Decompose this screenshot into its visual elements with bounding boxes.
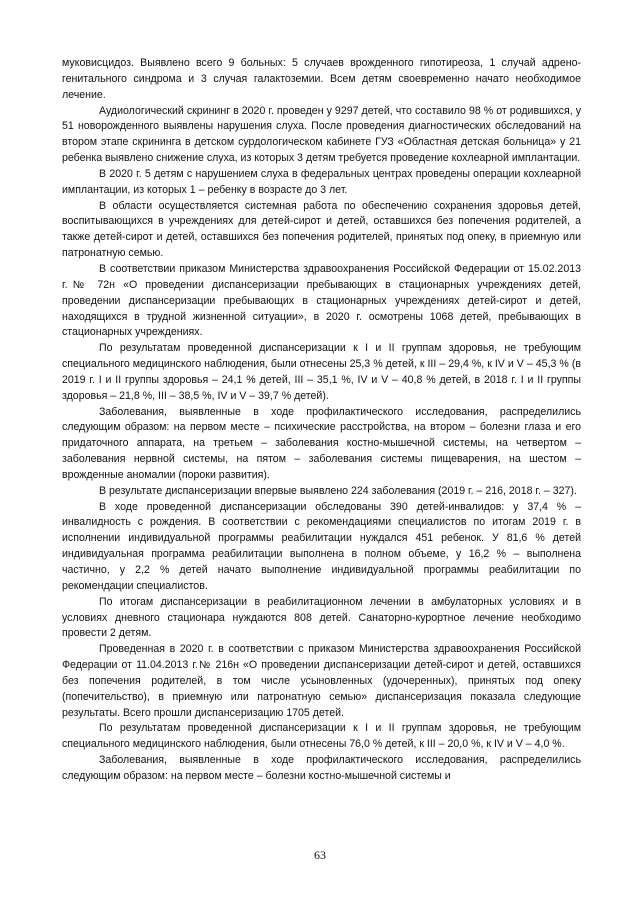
paragraph-cochlear-implantation: В 2020 г. 5 детям с нарушением слуха в федеральных центрах проведены операции кохлеарной имплантации, из которых 1 – ребенку в возрасте до 3 лет. [62, 167, 581, 196]
paragraph-new-diseases: В результате диспансеризации впервые выявлено 224 заболевания (2019 г. – 216, 2018 г. – 327). [99, 484, 577, 497]
page-body [62, 56, 581, 785]
paragraph-disabled-children: В ходе проведенной диспансеризации обследованы 390 детей-инвалидов: у 37,4 % – инвалидность с рождения. В соответствии с рекомендациями специалистов по итогам 2019 г. в исполнении индивидуальной программы реабилитации нуждался 451 ребенок. У 81,6 % детей индивидуальная программа реабилитации выполнена в полном объеме, у 16,2 % – выполнена частично, у 2,2 % детей начато выполнение индивидуальной программы реабилитации по рекомендации специалистов. [62, 500, 581, 592]
paragraph-order-72n: В соответствии приказом Министерства здравоохранения Российской Федерации от 15.02.2013 г.№ 72н «О проведении диспансеризации пребывающих в стационарных учреждениях детей, проведении диспансеризации пребывающих в стационарных учреждениях детей-сирот и детей, находящихся в трудной жизненной ситуации», в 2020 г. осмотрены 1068 детей, пребывающих в стационарных учреждениях. [62, 262, 581, 339]
paragraph-diseases-216n: Заболевания, выявленные в ходе профилактического исследования, распределились следующим образом: на первом месте – болезни костно-мышечной системы и [62, 754, 581, 782]
page-number: 63 [314, 848, 326, 862]
paragraph-order-216n: Проведенная в 2020 г. в соответствии с приказом Министерства здравоохранения Российской Федерации от 11.04.2013 г.№ 216н «О проведении диспансеризации детей-сирот и детей, оставшихся без попечения родителей, в том числе усыновленных (удочеренных), принятых под опеку (попечительство), в приемную или патронатную семью» диспансеризация показала следующие результаты. Всего прошли диспансеризацию 1705 детей. [62, 643, 581, 719]
paragraph-health-groups-216n: По результатам проведенной диспансеризации к I и II группам здоровья, не требующим специального медицинского наблюдения, были отнесены 76,0 % детей, к III – 20,0 %, к IV и V – 4,0 %. [62, 722, 581, 751]
paragraph-health-groups-stationary: По результатам проведенной диспансеризации к I и II группам здоровья, не требующим специального медицинского наблюдения, были отнесены 25,3 % детей, к III – 29,4 %, к IV и V – 45,3 % (в 2019 г. I и II группы здоровья – 24,1 % детей, III – 35,1 %, IV и V – 40,8 % детей, в 2018 г. I и II группы здоровья – 21,8 %, III – 38,5 %, IV и V – 39,7 % детей). [62, 342, 581, 402]
paragraph-orphan-health: В области осуществляется системная работа по обеспечению сохранения здоровья детей, воспитывающихся в учреждениях для детей-сирот и детей, оставшихся без попечения родителей, а также детей-сирот и детей, оставшихся без попечения родителей, принятых под опеку, в приемную или патронатную семью. [62, 199, 581, 260]
paragraph-rehabilitation: По итогам диспансеризации в реабилитационном лечении в амбулаторных условиях и в условиях дневного стационара нуждаются 808 детей. Санаторно-курортное лечение необходимо провести 2 детям. [62, 595, 581, 640]
paragraph-continuation: муковисцидоз. Выявлено всего 9 больных: 5 случаев врожденного гипотиреоза, 1 случай адрено-генитального синдрома и 3 случая галактоземии. Всем детям своевременно начато необходимое лечение. [62, 57, 581, 101]
paragraph-audiology-screening: Аудиологический скрининг в 2020 г. проведен у 9297 детей, что составило 98 % от родившихся, у 51 новорожденного выявлены нарушения слуха. После проведения диагностических обследований на втором этапе скрининга в детском сурдологическом кабинете ГУЗ «Областная детская больница» у 21 ребенка выявлено снижение слуха, из которых 3 детям требуется проведение кохлеарной имплантации. [62, 104, 581, 165]
paragraph-diseases-distribution: Заболевания, выявленные в ходе профилактического исследования, распределились следующим образом: на первом месте – психические расстройства, на втором – болезни глаза и его придаточного аппарата, на третьем – заболевания костно-мышечной системы, на четвертом – заболевания нервной системы, на пятом – заболевания системы пищеварения, на шестом – врожденные аномалии (пороки развития). [62, 405, 581, 481]
